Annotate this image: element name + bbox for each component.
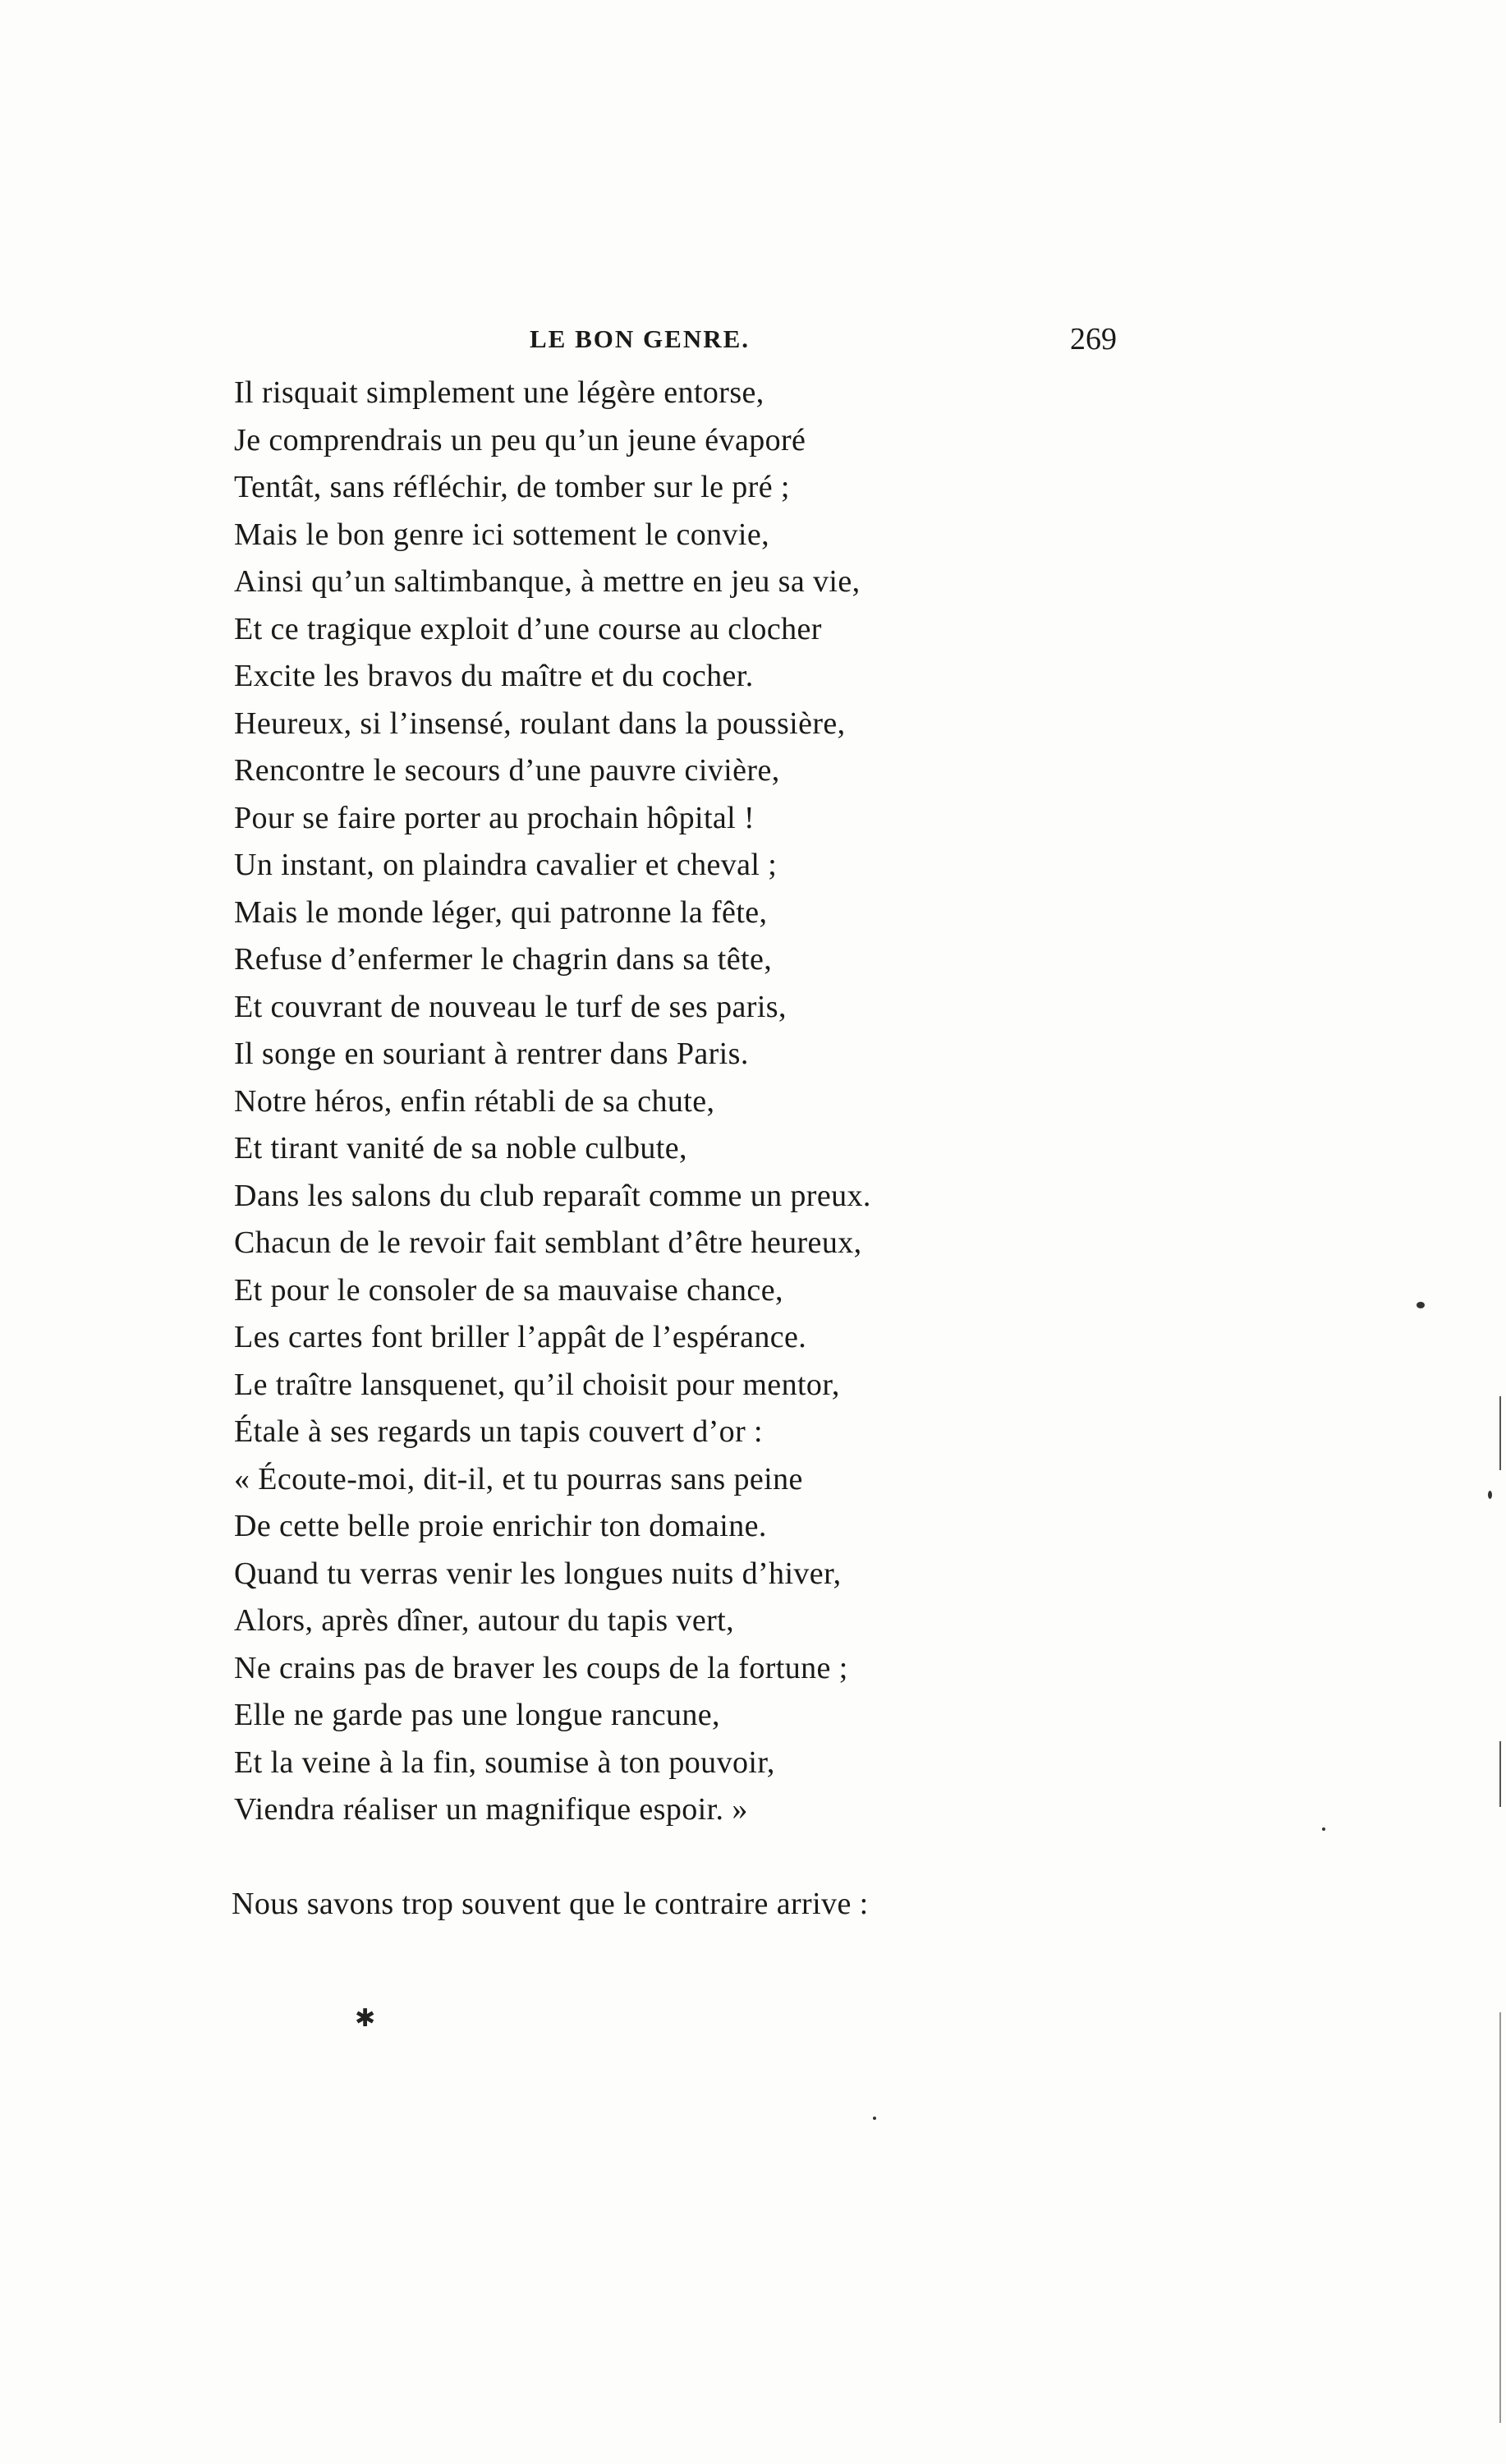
verse-line: Ne crains pas de braver les coups de la fortune ; [234, 1650, 848, 1685]
verse-line: Il songe en souriant à rentrer dans Paris. [234, 1037, 749, 1071]
verse-line: De cette belle proie enrichir ton domaine. [234, 1509, 767, 1543]
scan-speck [1488, 1491, 1492, 1499]
verse-line: Et couvrant de nouveau le turf de ses paris, [234, 989, 787, 1024]
verse-line: Alors, après dîner, autour du tapis vert, [234, 1603, 734, 1638]
verse-line: Le traître lansquenet, qu’il choisit pour mentor, [234, 1367, 840, 1402]
verse-line: Pour se faire porter au prochain hôpital ! [234, 800, 755, 835]
verse-line: Elle ne garde pas une longue rancune, [234, 1698, 720, 1732]
page-number: 269 [1070, 322, 1117, 356]
verse-line: Heureux, si l’insensé, roulant dans la poussière, [234, 706, 846, 741]
verse-line: Un instant, on plaindra cavalier et cheval ; [234, 848, 778, 882]
verse-line: Excite les bravos du maître et du cocher. [234, 659, 754, 693]
scan-edge-mark [1499, 1396, 1501, 1470]
verse-line: Dans les salons du club reparaît comme un preux. [234, 1178, 871, 1213]
verse-line: Mais le bon genre ici sottement le convie, [234, 517, 770, 552]
verse-line: Rencontre le secours d’une pauvre civière, [234, 753, 780, 788]
verse-line: Et tirant vanité de sa noble culbute, [234, 1131, 687, 1165]
verse-line: Mais le monde léger, qui patronne la fête, [234, 894, 768, 930]
verse-block [234, 370, 1137, 1834]
verse-line: Les cartes font briller l’appât de l’espérance. [234, 1320, 807, 1354]
verse-line: Étale à ses regards un tapis couvert d’or : [234, 1414, 763, 1449]
verse-line: Et ce tragique exploit d’une course au clocher [234, 611, 822, 646]
verse-line: Ainsi qu’un saltimbanque, à mettre en jeu sa vie, [234, 564, 861, 599]
scan-edge-mark [1499, 1741, 1501, 1807]
verse-line: « Écoute-moi, dit-il, et tu pourras sans peine [234, 1461, 803, 1496]
verse-line: Et la veine à la fin, soumise à ton pouvoir, [234, 1745, 775, 1780]
scan-speck [1322, 1827, 1325, 1831]
running-head [230, 324, 1150, 374]
verse-line: Quand tu verras venir les longues nuits d’hiver, [234, 1556, 842, 1591]
printer-ornament-icon: ✱ [355, 2004, 376, 2033]
trailing-verse-line: Nous savons trop souvent que le contraire arrive : [232, 1887, 869, 1921]
verse-line: Et pour le consoler de sa mauvaise chance, [234, 1272, 783, 1308]
scan-speck [873, 2117, 876, 2120]
scan-edge-mark [1499, 2012, 1501, 2423]
verse-line: Chacun de le revoir fait semblant d’être heureux, [234, 1225, 862, 1260]
verse-line: Refuse d’enfermer le chagrin dans sa tête, [234, 942, 773, 977]
verse-line: Notre héros, enfin rétabli de sa chute, [234, 1083, 715, 1119]
verse-line: Je comprendrais un peu qu’un jeune évaporé [234, 422, 806, 457]
scan-speck [1416, 1302, 1425, 1308]
verse-line: Tentât, sans réfléchir, de tomber sur le pré ; [234, 470, 790, 504]
running-title: LE BON GENRE. [530, 324, 751, 353]
verse-line: Il risquait simplement une légère entorse, [234, 375, 764, 410]
verse-line: Viendra réaliser un magnifique espoir. » [234, 1792, 748, 1827]
